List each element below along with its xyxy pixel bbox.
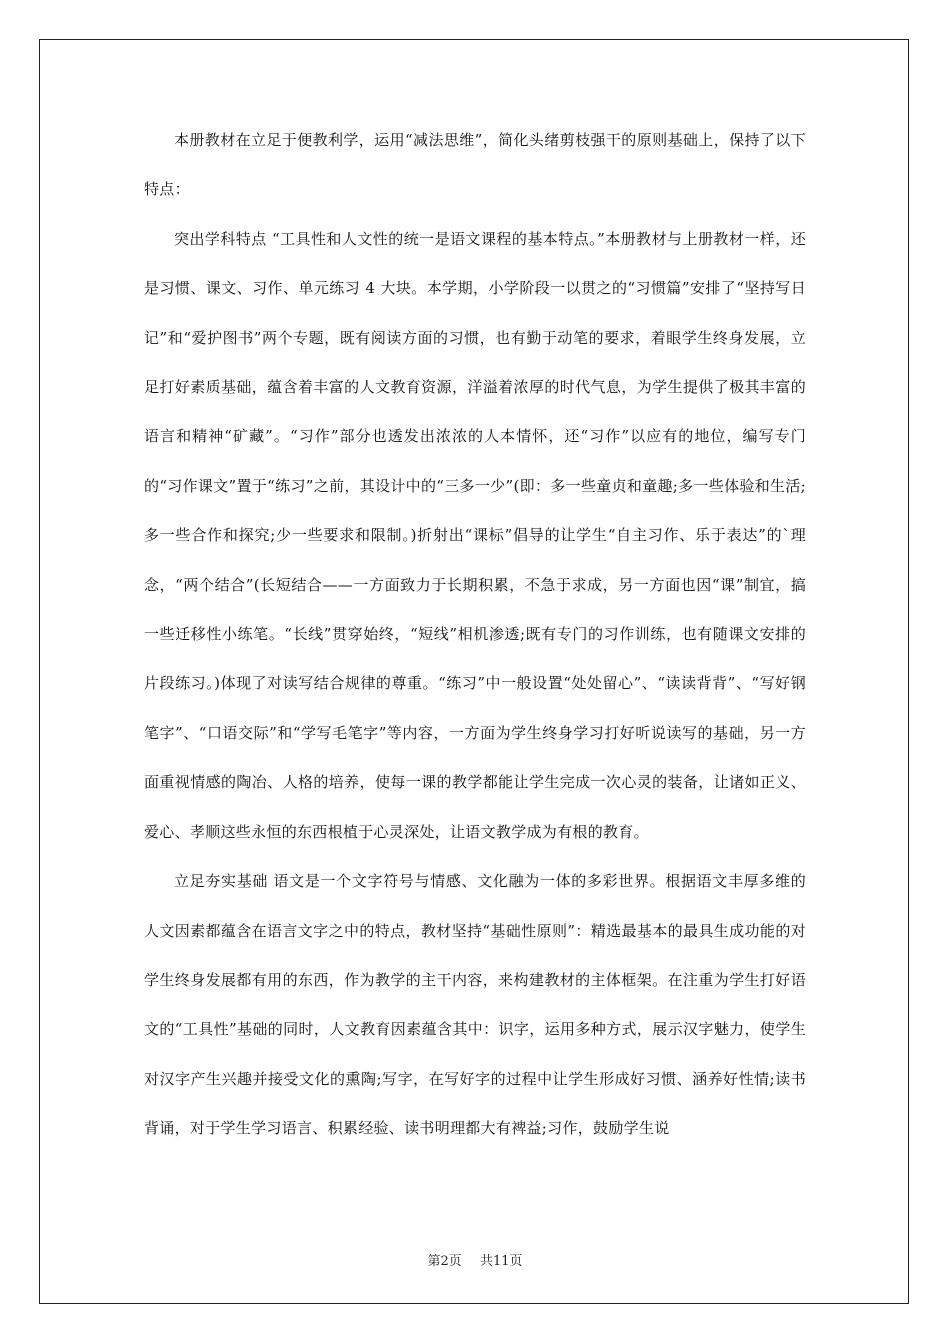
paragraph-solid-foundation: 立足夯实基础 语文是一个文字符号与情感、文化融为一体的多彩世界。根据语文丰厚多维的人文因素都蕴含在语言文字之中的特点，教材坚持“基础性原则”：精选最基本的最具生成功能的对学生终身发展都有用的东西，作为教学的主干内容，来构建教材的主体框架。在注重为学生打好语文的“工具性”基础的同时，人文教育因素蕴含其中：识字，运用多种方式，展示汉字魅力，使学生对汉字产生兴趣并接受文化的熏陶;写字，在写好字的过程中让学生形成好习惯、涵养好性情;读书背诵，对于学生学习语言、积累经验、读书明理都大有裨益;习作，鼓励学生说 [144, 872, 806, 1138]
page-footer [0, 1250, 950, 1269]
page-total: 共11页 [479, 1254, 523, 1269]
paragraph-intro: 本册教材在立足于便教利学，运用“减法思维”，简化头绪剪枝强干的原则基础上，保持了以下特点： [144, 131, 806, 199]
page-number: 第2页 [427, 1254, 462, 1269]
paragraph-subject-features: 突出学科特点 “工具性和人文性的统一是语文课程的基本特点。”本册教材与上册教材一样，还是习惯、课文、习作、单元练习 4 大块。本学期，小学阶段一以贯之的“习惯篇”安排了“坚持写日记”和“爱护图书”两个专题，既有阅读方面的习惯，也有勤于动笔的要求，着眼学生终身发展，立足打好素质基础，蕴含着丰富的人文教育资源，洋溢着浓厚的时代气息，为学生提供了极其丰富的语言和精神“矿藏”。“习作”部分也透发出浓浓的人本情怀，还“习作”以应有的地位，编写专门的“习作课文”置于“练习”之前，其设计中的“三多一少”(即：多一些童贞和童趣;多一些体验和生活;多一些合作和探究;少一些要求和限制。)折射出“课标”倡导的让学生“自主习作、乐于表达”的`理念，“两个结合”(长短结合——一方面致力于长期积累，不急于求成，另一方面也因“课”制宜，搞一些迁移性小练笔。“长线”贯穿始终，“短线”相机渗透;既有专门的习作训练，也有随课文安排的片段练习。)体现了对读写结合规律的尊重。“练习”中一般设置“处处留心”、“读读背背”、“写好钢笔字”、“口语交际”和“学写毛笔字”等内容，一方面为学生终身学习打好听说读写的基础，另一方面重视情感的陶冶、人格的培养，使每一课的教学都能让学生完成一次心灵的装备，让诸如正义、爱心、孝顺这些永恒的东西根植于心灵深处，让语文教学成为有根的教育。 [144, 229, 806, 841]
document-body [144, 116, 806, 1216]
